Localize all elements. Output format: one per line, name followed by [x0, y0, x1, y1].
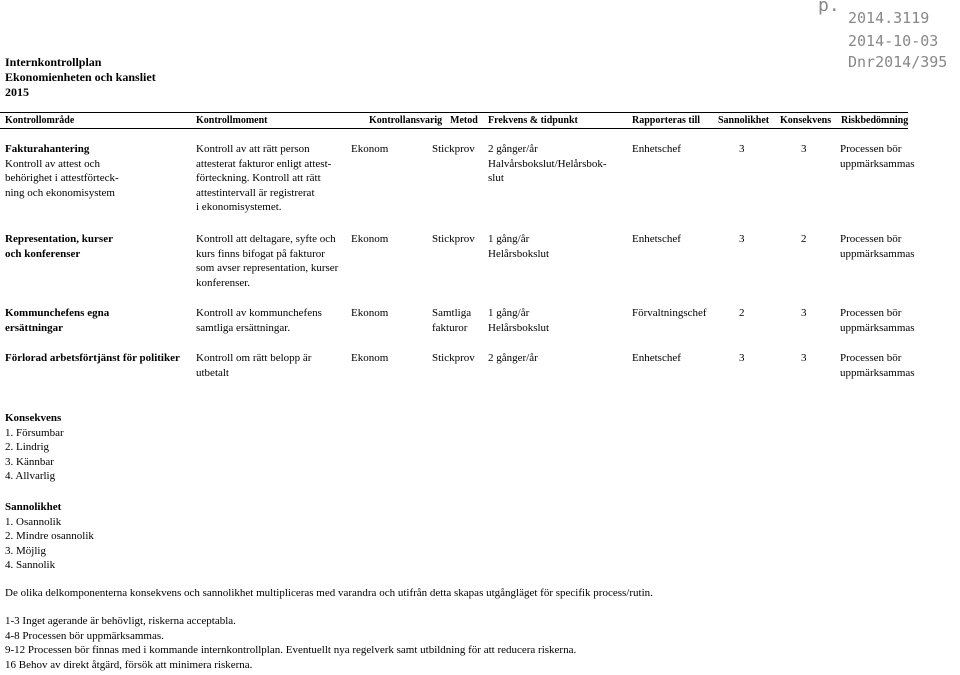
row-frekvens: 2 gånger/år Halvårsbokslut/Helårsbok- slut: [488, 143, 607, 184]
diary-number: Dnr2014/395: [848, 53, 948, 71]
row-area: Fakturahantering Kontroll av attest och behörighet i attestförteck- ning och ekonomisystem: [5, 143, 119, 199]
row-rapport: Enhetschef: [632, 143, 681, 155]
doc-title: Internkontrollplan: [5, 55, 102, 69]
row-risk: Processen bör uppmärksammas: [840, 352, 915, 379]
row-risk: Processen bör uppmärksammas: [840, 307, 915, 334]
col-header-frekvens: Frekvens & tidpunkt: [488, 115, 578, 126]
row-risk: Processen bör uppmärksammas: [840, 143, 915, 170]
row-moment: Kontroll av kommunchefens samtliga ersättningar.: [196, 307, 322, 334]
row-frekvens: 1 gång/år Helårsbokslut: [488, 233, 550, 260]
col-header-kontrollansvarig: Kontrollansvarig: [369, 115, 443, 126]
row-konsekvens: 3: [801, 143, 807, 155]
header-top-rule: [0, 112, 908, 113]
doc-year: 2015: [5, 85, 29, 99]
row-moment: Kontroll av att rätt person attesterat fakturor enligt attest- förteckning. Kontroll att rätt attestintervall är registrerat i ekonomisystemet.: [196, 143, 332, 213]
row-konsekvens: 3: [801, 307, 807, 319]
row-ansvarig: Ekonom: [351, 143, 389, 155]
row-sannolikhet: 3: [739, 352, 745, 364]
row-metod: Stickprov: [432, 352, 475, 364]
row-rapport: Enhetschef: [632, 233, 681, 245]
row-rapport: Förvaltningschef: [632, 307, 707, 319]
doc-subtitle: Ekonomienheten och kansliet: [5, 70, 156, 84]
row-konsekvens: 3: [801, 352, 807, 364]
row-area: Representation, kurser och konferenser: [5, 233, 113, 260]
row-moment: Kontroll om rätt belopp är utbetalt: [196, 352, 312, 379]
row-ansvarig: Ekonom: [351, 352, 389, 364]
row-sannolikhet: 2: [739, 307, 745, 319]
risk-scale: 1-3 Inget agerande är behövligt, riskerna acceptabla. 4-8 Processen bör uppmärksammas. 9-12 Processen bör finnas med i kommande internkontrollplan. Eventuellt nya regelverk samt utbildning för att reducera riskerna. 16 Behov av direkt åtgärd, försök att minimera riskerna.: [5, 615, 577, 671]
col-header-kontrollomrade: Kontrollområde: [5, 115, 75, 126]
row-rapport: Enhetschef: [632, 352, 681, 364]
page-marker: p.: [818, 0, 840, 16]
method-note: De olika delkomponenterna konsekvens och sannolikhet multipliceras med varandra och utifrån detta skapas utgångläget för specifik process/rutin.: [5, 587, 653, 599]
header-bottom-rule: [0, 128, 908, 129]
row-ansvarig: Ekonom: [351, 233, 389, 245]
col-header-metod: Metod: [450, 115, 478, 126]
row-area: Förlorad arbetsförtjänst för politiker: [5, 352, 180, 364]
col-header-riskbedomning: Riskbedömning: [841, 115, 909, 126]
row-metod: Stickprov: [432, 143, 475, 155]
row-risk: Processen bör uppmärksammas: [840, 233, 915, 260]
col-header-sannolikhet: Sannolikhet: [718, 115, 770, 126]
row-frekvens: 2 gånger/år: [488, 352, 538, 364]
row-sannolikhet: 3: [739, 143, 745, 155]
row-moment: Kontroll att deltagare, syfte och kurs finns bifogat på fakturor som avser representation, kurser konferenser.: [196, 233, 339, 289]
document-number: 2014.3119: [848, 9, 930, 27]
row-konsekvens: 2: [801, 233, 807, 245]
row-area: Kommunchefens egna ersättningar: [5, 307, 110, 334]
row-frekvens: 1 gång/år Helårsbokslut: [488, 307, 550, 334]
document-date: 2014-10-03: [848, 32, 939, 50]
sannolikhet-legend: Sannolikhet 1. Osannolik 2. Mindre osannolik 3. Möjlig 4. Sannolik: [5, 501, 94, 571]
row-ansvarig: Ekonom: [351, 307, 389, 319]
row-metod: Stickprov: [432, 233, 475, 245]
konsekvens-legend: Konsekvens 1. Försumbar 2. Lindrig 3. Kännbar 4. Allvarlig: [5, 412, 64, 482]
col-header-kontrollmoment: Kontrollmoment: [196, 115, 268, 126]
col-header-konsekvens: Konsekvens: [780, 115, 832, 126]
col-header-rapporteras: Rapporteras till: [632, 115, 701, 126]
row-sannolikhet: 3: [739, 233, 745, 245]
row-metod: Samtliga fakturor: [432, 307, 472, 334]
